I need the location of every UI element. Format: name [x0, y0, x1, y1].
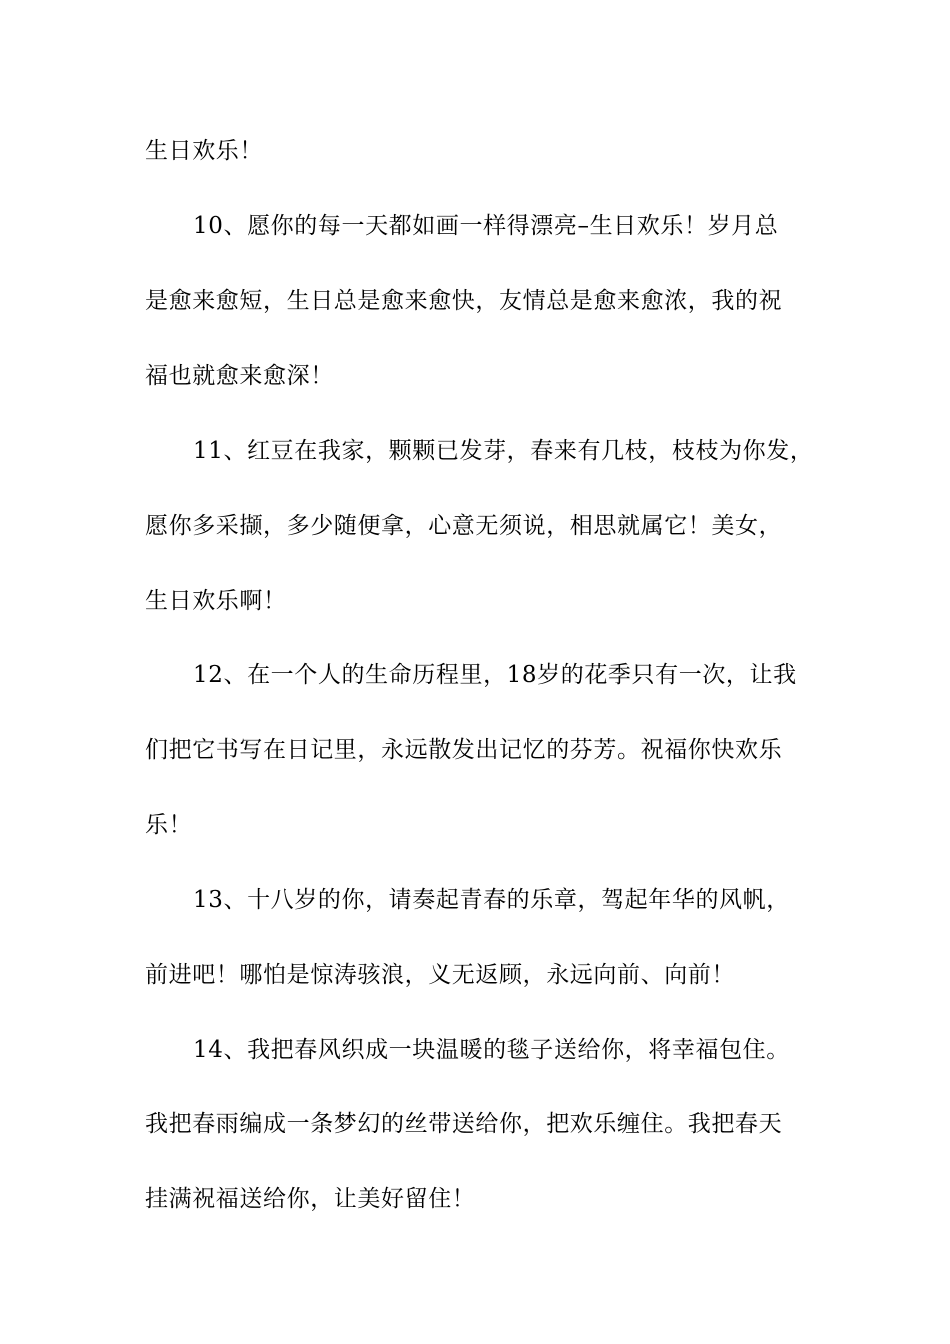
text-line: 们把它书写在日记里，永远散发出记忆的芬芳。祝福你快欢乐: [145, 737, 783, 763]
text-line: 前进吧！哪怕是惊涛骇浪，义无返顾，永远向前、向前！: [145, 962, 735, 988]
text-line: 愿你多采撷，多少随便拿，心意无须说，相思就属它！美女，: [145, 513, 783, 539]
text-line: 乐！: [145, 812, 193, 838]
paragraph-11-start: 11、红豆在我家，颗颗已发芽，春来有几枝，枝枝为你发，: [193, 438, 814, 464]
paragraph-10-start: 10、愿你的每一天都如画一样得漂亮–生日欢乐！岁月总: [193, 213, 779, 239]
paragraph-13-start: 13、十八岁的你，请奏起青春的乐章，驾起年华的风帆，: [193, 887, 790, 913]
paragraph-14-start: 14、我把春风织成一块温暖的毯子送给你，将幸福包住。: [193, 1037, 790, 1063]
paragraph-12-start: 12、在一个人的生命历程里，18岁的花季只有一次，让我: [193, 662, 797, 688]
text-line: 我把春雨编成一条梦幻的丝带送给你，把欢乐缠住。我把春天: [145, 1111, 783, 1137]
text-line: 是愈来愈短，生日总是愈来愈快，友情总是愈来愈浓，我的祝: [145, 288, 783, 314]
text-line: 挂满祝福送给你，让美好留住！: [145, 1186, 476, 1212]
text-line: 福也就愈来愈深！: [145, 363, 334, 389]
text-line: 生日欢乐！: [145, 138, 263, 164]
text-line: 生日欢乐啊！: [145, 588, 287, 614]
